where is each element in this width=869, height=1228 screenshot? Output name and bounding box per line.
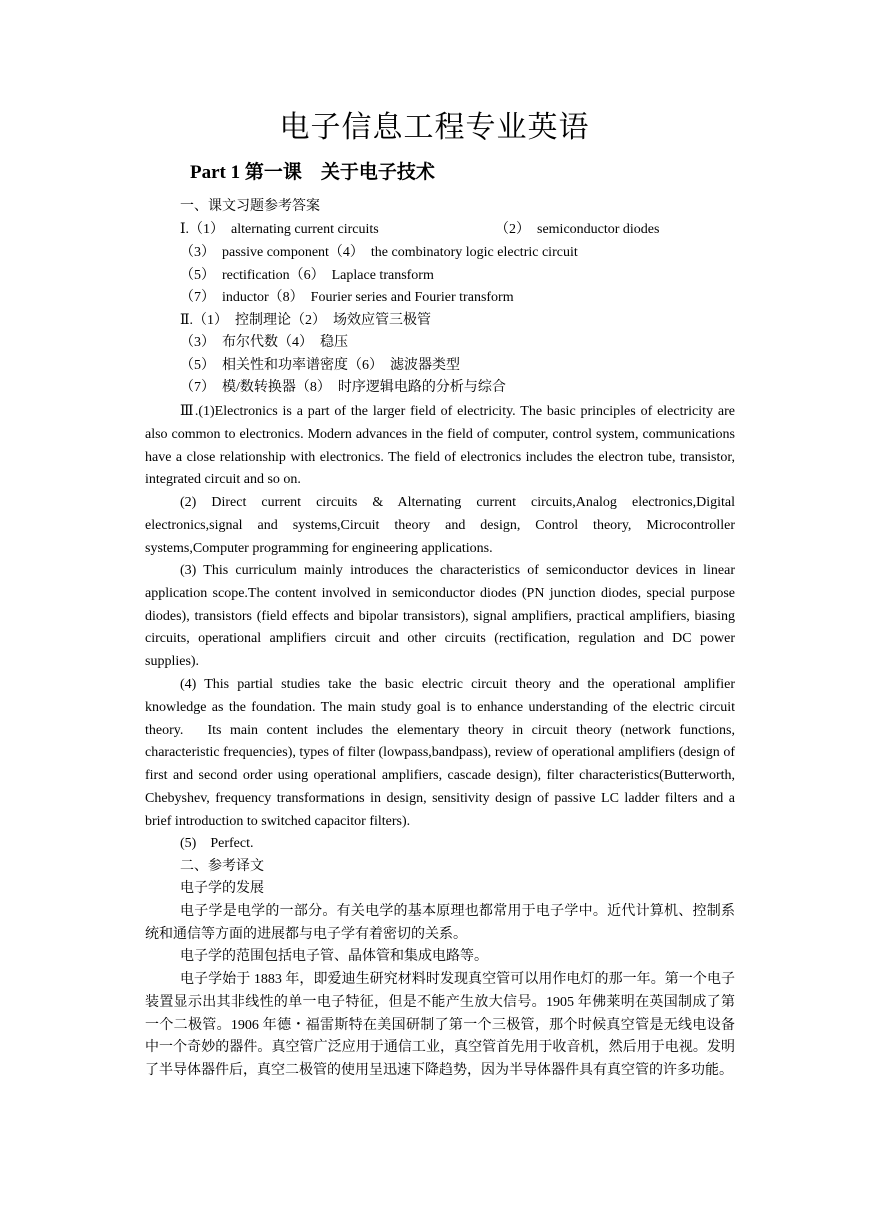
translation-heading: 电子学的发展 — [180, 881, 264, 896]
section1-heading: 一、课文习题参考答案 — [180, 199, 320, 214]
ex3-paragraph-4: (4) This partial studies take the basic electric circuit theory and the operational amplifier knowledge as the foundation. The main study goal is to enhance understanding of the electric circuit theory. Its main content includes the elementary theory in circuit theory (network functions, characteristic frequencies), types of filter (lowpass,bandpass), review of operational amplifiers (design of first and second order using operational amplifiers, cascade design), filter characteristics(Butterworth, Chebyshev, frequency transformations in design, sensitivity design of passive LC ladder filters and a brief introduction to switched capacitor filters). — [145, 677, 735, 829]
ex1-line1-a: Ⅰ.（1） alternating current circuits — [180, 222, 379, 237]
ex3-paragraph-2: (2) Direct current circuits & Alternating current circuits,Analog electronics,Digital electronics,signal and systems,Circuit theory and design, Control theory, Microcontroller systems,Computer programming for engineering applications. — [145, 495, 735, 556]
ex2-line2: （3） 布尔代数（4） 稳压 — [180, 335, 348, 350]
document-title: 电子信息工程专业英语 — [279, 111, 590, 144]
translation-paragraph-2: 电子学的范围包括电子管、晶体管和集成电路等。 — [180, 949, 488, 964]
ex2-line3: （5） 相关性和功率谱密度（6） 滤波器类型 — [180, 358, 460, 373]
translation-paragraph-3: 电子学始于 1883 年，即爱迪生研究材料时发现真空管可以用作电灯的那一年。第一个电子装置显示出其非线性的单一电子特征，但是不能产生放大信号。1905 年佛莱明在英国制成了第一个二极管。1906 年德・福雷斯特在美国研制了第一个三极管，那个时候真空管是无线电设备中一个奇妙的器件。真空管广泛应用于通信工业，真空管首先用于收音机，然后用于电视。发明了半导体器件后，真空二极管的使用呈迅速下降趋势，因为半导体器件具有真空管的许多功能。 — [145, 972, 735, 1079]
ex2-line4: （7） 模/数转换器（8） 时序逻辑电路的分析与综合 — [180, 380, 506, 395]
ex1-line1 — [180, 219, 660, 241]
ex2-line1: Ⅱ.（1） 控制理论（2） 场效应管三极管 — [180, 313, 432, 328]
ex3-paragraph-1: Ⅲ.(1)Electronics is a part of the larger field of electricity. The basic principles of electricity are also common to electronics. Modern advances in the field of computer, control system, communications have a close relationship with electronics. The field of electronics includes the electron tube, transistor, integrated circuit and so on. — [145, 404, 735, 488]
part-heading: Part 1 第一课 关于电子技术 — [190, 162, 435, 183]
section2-heading: 二、参考译文 — [180, 859, 264, 874]
ex1-line3: （5） rectification（6） Laplace transform — [180, 268, 434, 283]
ex1-line1-b: （2） semiconductor diodes — [495, 222, 660, 237]
ex1-line2: （3） passive component（4） the combinatory logic electric circuit — [180, 245, 578, 260]
ex1-line4: （7） inductor（8） Fourier series and Fourier transform — [180, 290, 514, 305]
translation-paragraph-1: 电子学是电学的一部分。有关电学的基本原理也都常用于电子学中。近代计算机、控制系统和通信等方面的进展都与电子学有着密切的关系。 — [145, 904, 735, 942]
ex3-paragraph-5: (5) Perfect. — [180, 836, 254, 851]
ex3-paragraph-3: (3) This curriculum mainly introduces the characteristics of semiconductor devices in linear application scope.The content involved in semiconductor diodes (PN junction diodes, special purpose diodes), transistors (field effects and bipolar transistors), signal amplifiers, practical amplifiers, biasing circuits, operational amplifiers circuit and other circuits (rectification, regulation and DC power supplies). — [145, 563, 735, 670]
